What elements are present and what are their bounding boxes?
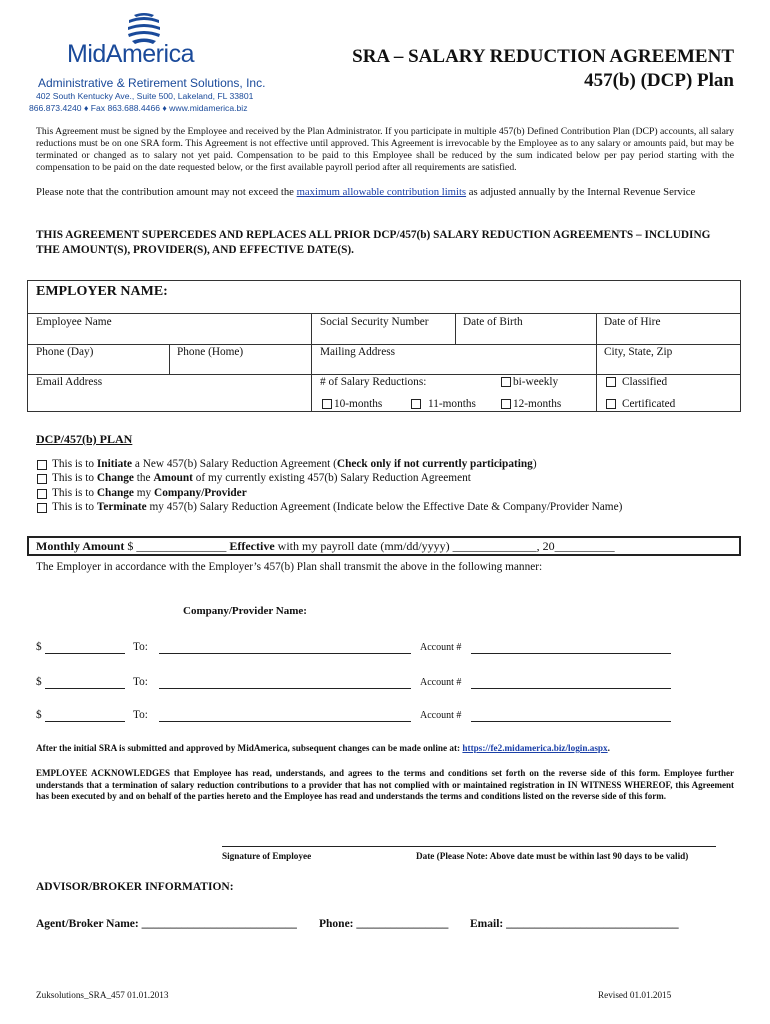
company-contact: 866.873.4240 ♦ Fax 863.688.4466 ♦ www.midamerica.biz	[29, 103, 248, 113]
certificated-checkbox[interactable]	[606, 399, 616, 409]
initiate-option: This is to Initiate a New 457(b) Salary Reduction Agreement (Check only if not currently participating)	[52, 458, 537, 470]
ten-months-label: 10-months	[334, 398, 383, 410]
classified-checkbox[interactable]	[606, 377, 616, 387]
provider-row-2-account[interactable]	[471, 688, 671, 689]
change-amount-option: This is to Change the Amount of my currently existing 457(b) Salary Reduction Agreement	[52, 472, 471, 484]
mailing-address-field[interactable]: Mailing Address	[320, 346, 395, 358]
employer-name-label: EMPLOYER NAME:	[36, 284, 168, 299]
eleven-months-checkbox[interactable]	[411, 399, 421, 409]
certificated-label: Certificated	[622, 398, 676, 410]
provider-heading: Company/Provider Name:	[183, 605, 307, 617]
hire-date-field[interactable]: Date of Hire	[604, 316, 661, 328]
online-login-link[interactable]: https://fe2.midamerica.biz/login.aspx	[462, 743, 608, 753]
eleven-months-label: 11-months	[428, 398, 476, 410]
biweekly-label: bi-weekly	[513, 376, 559, 388]
provider-row-1-dollar: $	[36, 641, 42, 653]
change-provider-checkbox[interactable]	[37, 489, 47, 499]
provider-row-3-account[interactable]	[471, 721, 671, 722]
provider-row-1-amount[interactable]	[45, 653, 125, 654]
agent-phone-field[interactable]: Phone: ________________	[319, 918, 449, 930]
provider-row-2-to: To:	[133, 676, 148, 688]
brand-name: MidAmerica	[67, 40, 194, 68]
form-title: SRA – SALARY REDUCTION AGREEMENT	[352, 46, 734, 67]
provider-row-2-name[interactable]	[159, 688, 411, 689]
provider-row-3-to: To:	[133, 709, 148, 721]
provider-row-3-name[interactable]	[159, 721, 411, 722]
email-address-field[interactable]: Email Address	[36, 376, 103, 388]
salary-reductions-label: # of Salary Reductions:	[320, 376, 427, 388]
terminate-checkbox[interactable]	[37, 503, 47, 513]
provider-row-2-amount[interactable]	[45, 688, 125, 689]
contribution-note: Please note that the contribution amount may not exceed the maximum allowable contribution limits as adjusted annually by the Internal Revenue Service	[36, 186, 696, 198]
intro-paragraph: This Agreement must be signed by the Employee and received by the Plan Administrator. If you participate in multiple 457(b) Defined Contribution Plan (DCP) accounts, all salary reductions must be on one SRA form. This Agreement is not effective until approved. This Agreement is irrevocable by the Employee as to any salary or amounts paid, but may be terminated or changed as to salary not yet paid. Compensation to be paid to this Employee shall be reduced by the sum indicated below per pay period starting with the compensation to be paid on the date requested below, or the first available payroll period after all requirements are satisfied.	[36, 126, 734, 173]
transmit-statement: The Employer in accordance with the Employer’s 457(b) Plan shall transmit the above in the following manner:	[36, 561, 543, 573]
provider-row-3-amount[interactable]	[45, 721, 125, 722]
signature-line[interactable]	[222, 846, 716, 847]
employee-acknowledgement: EMPLOYEE ACKNOWLEDGES that Employee has read, understands, and agrees to the terms and conditions set forth on the reverse side of this form. Employee further understands that a termination of salary reduction contributions to a provider that has not complied with or maintained registration in IN WITNESS WHEREOF, this Agreement has been executed by and on behalf of the parties hereto and the Employee has read and understands the terms and conditions listed on the reverse side of this form.	[36, 768, 734, 802]
provider-row-1-to: To:	[133, 641, 148, 653]
agent-email-field[interactable]: Email: ______________________________	[470, 918, 679, 930]
ssn-field[interactable]: Social Security Number	[320, 316, 429, 328]
plan-heading: DCP/457(b) PLAN	[36, 432, 133, 446]
employee-name-field[interactable]: Employee Name	[36, 316, 112, 328]
online-changes-note: After the initial SRA is submitted and approved by MidAmerica, subsequent changes can be made online at: https://fe2.midamerica.biz/login.aspx.	[36, 743, 610, 753]
monthly-amount-line[interactable]: Monthly Amount $ _______________ Effective with my payroll date (mm/dd/yyyy) ______________, 20__________	[36, 539, 615, 553]
provider-row-1-account[interactable]	[471, 653, 671, 654]
signature-label: Signature of Employee	[222, 851, 312, 861]
classified-label: Classified	[622, 376, 668, 388]
biweekly-checkbox[interactable]	[501, 377, 511, 387]
brand-subtitle: Administrative & Retirement Solutions, Inc.	[38, 76, 266, 90]
form-subtitle: 457(b) (DCP) Plan	[584, 70, 734, 91]
provider-row-3-dollar: $	[36, 709, 42, 721]
twelve-months-label: 12-months	[513, 398, 562, 410]
provider-row-3-account-label: Account #	[420, 710, 462, 721]
provider-row-1-account-label: Account #	[420, 642, 462, 653]
agent-name-field[interactable]: Agent/Broker Name: ___________________________	[36, 918, 297, 930]
change-provider-option: This is to Change my Company/Provider	[52, 487, 247, 499]
signature-date-label: Date (Please Note: Above date must be within last 90 days to be valid)	[416, 851, 689, 861]
company-address: 402 South Kentucky Ave., Suite 500, Lakeland, FL 33801	[36, 91, 254, 101]
supersedes-warning: THIS AGREEMENT SUPERCEDES AND REPLACES ALL PRIOR DCP/457(b) SALARY REDUCTION AGREEMENTS – INCLUDING THE AMOUNT(S), PROVIDER(S), AND EFFECTIVE DATE(S).	[36, 229, 711, 256]
contribution-limits-link[interactable]: maximum allowable contribution limits	[296, 186, 467, 198]
city-state-zip-field[interactable]: City, State, Zip	[604, 346, 673, 358]
advisor-heading: ADVISOR/BROKER INFORMATION:	[36, 881, 234, 893]
change-amount-checkbox[interactable]	[37, 474, 47, 484]
provider-row-1-name[interactable]	[159, 653, 411, 654]
provider-row-2-account-label: Account #	[420, 677, 462, 688]
phone-home-field[interactable]: Phone (Home)	[177, 346, 244, 358]
footer-revision: Revised 01.01.2015	[598, 990, 672, 1000]
terminate-option: This is to Terminate my 457(b) Salary Reduction Agreement (Indicate below the Effective Date & Company/Provider Name)	[52, 501, 623, 513]
dob-field[interactable]: Date of Birth	[463, 316, 523, 328]
footer-form-id: Zuksolutions_SRA_457 01.01.2013	[36, 990, 169, 1000]
phone-day-field[interactable]: Phone (Day)	[36, 346, 94, 358]
provider-row-2-dollar: $	[36, 676, 42, 688]
ten-months-checkbox[interactable]	[322, 399, 332, 409]
initiate-checkbox[interactable]	[37, 460, 47, 470]
twelve-months-checkbox[interactable]	[501, 399, 511, 409]
